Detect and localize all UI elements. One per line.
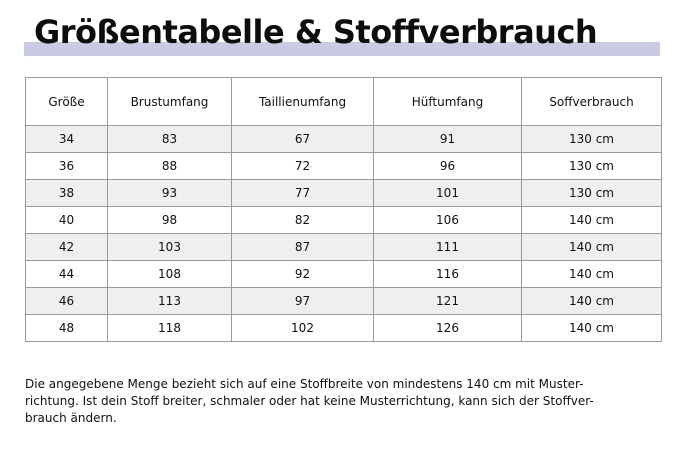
- cell-groesse: 36: [26, 153, 108, 180]
- note-line-3: brauch ändern.: [25, 411, 117, 425]
- cell-stoffverbrauch: 140 cm: [522, 261, 662, 288]
- cell-brustumfang: 83: [108, 126, 232, 153]
- cell-taillienumfang: 92: [232, 261, 374, 288]
- header-stoffverbrauch: Soffverbrauch: [522, 78, 662, 126]
- cell-groesse: 34: [26, 126, 108, 153]
- table-row: [26, 126, 662, 153]
- cell-groesse: 48: [26, 315, 108, 342]
- cell-brustumfang: 118: [108, 315, 232, 342]
- table-row: [26, 180, 662, 207]
- fabric-note: [25, 376, 665, 427]
- cell-groesse: 42: [26, 234, 108, 261]
- cell-groesse: 38: [26, 180, 108, 207]
- table-row: [26, 288, 662, 315]
- table-row: [26, 207, 662, 234]
- cell-taillienumfang: 82: [232, 207, 374, 234]
- cell-brustumfang: 98: [108, 207, 232, 234]
- note-line-1: Die angegebene Menge bezieht sich auf eine Stoffbreite von mindestens 140 cm mit Muster-: [25, 377, 584, 391]
- header-hueftumfang: Hüftumfang: [374, 78, 522, 126]
- cell-taillienumfang: 87: [232, 234, 374, 261]
- cell-stoffverbrauch: 140 cm: [522, 234, 662, 261]
- cell-taillienumfang: 102: [232, 315, 374, 342]
- table-row: [26, 261, 662, 288]
- table-row: [26, 315, 662, 342]
- header-groesse: Größe: [26, 78, 108, 126]
- cell-taillienumfang: 72: [232, 153, 374, 180]
- page-title: Größentabelle & Stoffverbrauch: [34, 13, 598, 51]
- cell-hueftumfang: 91: [374, 126, 522, 153]
- cell-brustumfang: 88: [108, 153, 232, 180]
- cell-taillienumfang: 77: [232, 180, 374, 207]
- cell-groesse: 44: [26, 261, 108, 288]
- cell-groesse: 40: [26, 207, 108, 234]
- cell-brustumfang: 108: [108, 261, 232, 288]
- cell-stoffverbrauch: 130 cm: [522, 126, 662, 153]
- cell-hueftumfang: 116: [374, 261, 522, 288]
- cell-taillienumfang: 67: [232, 126, 374, 153]
- cell-stoffverbrauch: 140 cm: [522, 207, 662, 234]
- cell-brustumfang: 113: [108, 288, 232, 315]
- cell-hueftumfang: 96: [374, 153, 522, 180]
- cell-hueftumfang: 111: [374, 234, 522, 261]
- cell-brustumfang: 103: [108, 234, 232, 261]
- note-line-2: richtung. Ist dein Stoff breiter, schmaler oder hat keine Musterrichtung, kann sich der Stoffver-: [25, 394, 594, 408]
- cell-hueftumfang: 106: [374, 207, 522, 234]
- title-block: [24, 10, 660, 60]
- cell-stoffverbrauch: 130 cm: [522, 153, 662, 180]
- table-row: [26, 153, 662, 180]
- cell-stoffverbrauch: 130 cm: [522, 180, 662, 207]
- cell-hueftumfang: 101: [374, 180, 522, 207]
- table-header-row: [26, 78, 662, 126]
- size-table: [25, 77, 662, 342]
- cell-hueftumfang: 121: [374, 288, 522, 315]
- cell-taillienumfang: 97: [232, 288, 374, 315]
- cell-hueftumfang: 126: [374, 315, 522, 342]
- cell-stoffverbrauch: 140 cm: [522, 288, 662, 315]
- header-taillienumfang: Taillienumfang: [232, 78, 374, 126]
- cell-brustumfang: 93: [108, 180, 232, 207]
- header-brustumfang: Brustumfang: [108, 78, 232, 126]
- cell-stoffverbrauch: 140 cm: [522, 315, 662, 342]
- cell-groesse: 46: [26, 288, 108, 315]
- table-row: [26, 234, 662, 261]
